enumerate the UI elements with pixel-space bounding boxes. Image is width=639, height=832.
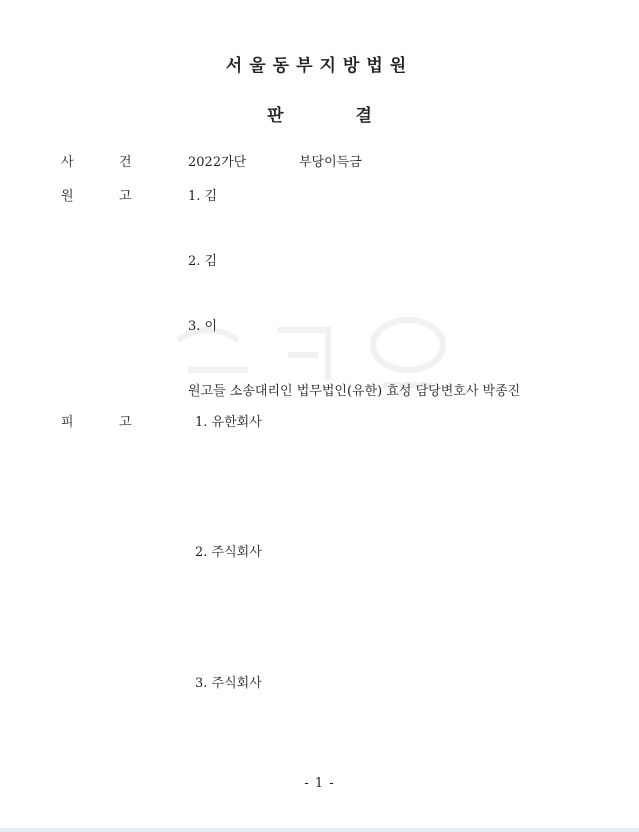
plaintiff-item: 1. 김 (188, 189, 218, 204)
defendant-item: 2. 주식회사 (195, 545, 262, 560)
case-name: 부당이득금 (299, 155, 362, 170)
plaintiff-counsel: 원고들 소송대리인 법무법인(유한) 효성 담당변호사 박종진 (188, 384, 521, 399)
plaintiff-label-1: 원 (61, 189, 74, 204)
plaintiff-label-2: 고 (119, 189, 132, 204)
case-number: 2022가단 (188, 155, 247, 170)
case-label-2: 건 (119, 155, 132, 170)
page-number: - 1 - (304, 776, 335, 791)
document-title: 판 결 (267, 106, 372, 126)
defendant-label-2: 고 (119, 415, 132, 430)
case-label-1: 사 (61, 155, 74, 170)
defendant-item: 3. 주식회사 (195, 676, 262, 691)
plaintiff-item: 3. 이 (188, 319, 218, 334)
viewer-bottom-edge (0, 828, 639, 832)
plaintiff-item: 2. 김 (188, 254, 218, 269)
defendant-item: 1. 유한회사 (195, 415, 262, 430)
court-name: 서울동부지방법원 (225, 56, 414, 76)
defendant-label-1: 피 (61, 415, 74, 430)
